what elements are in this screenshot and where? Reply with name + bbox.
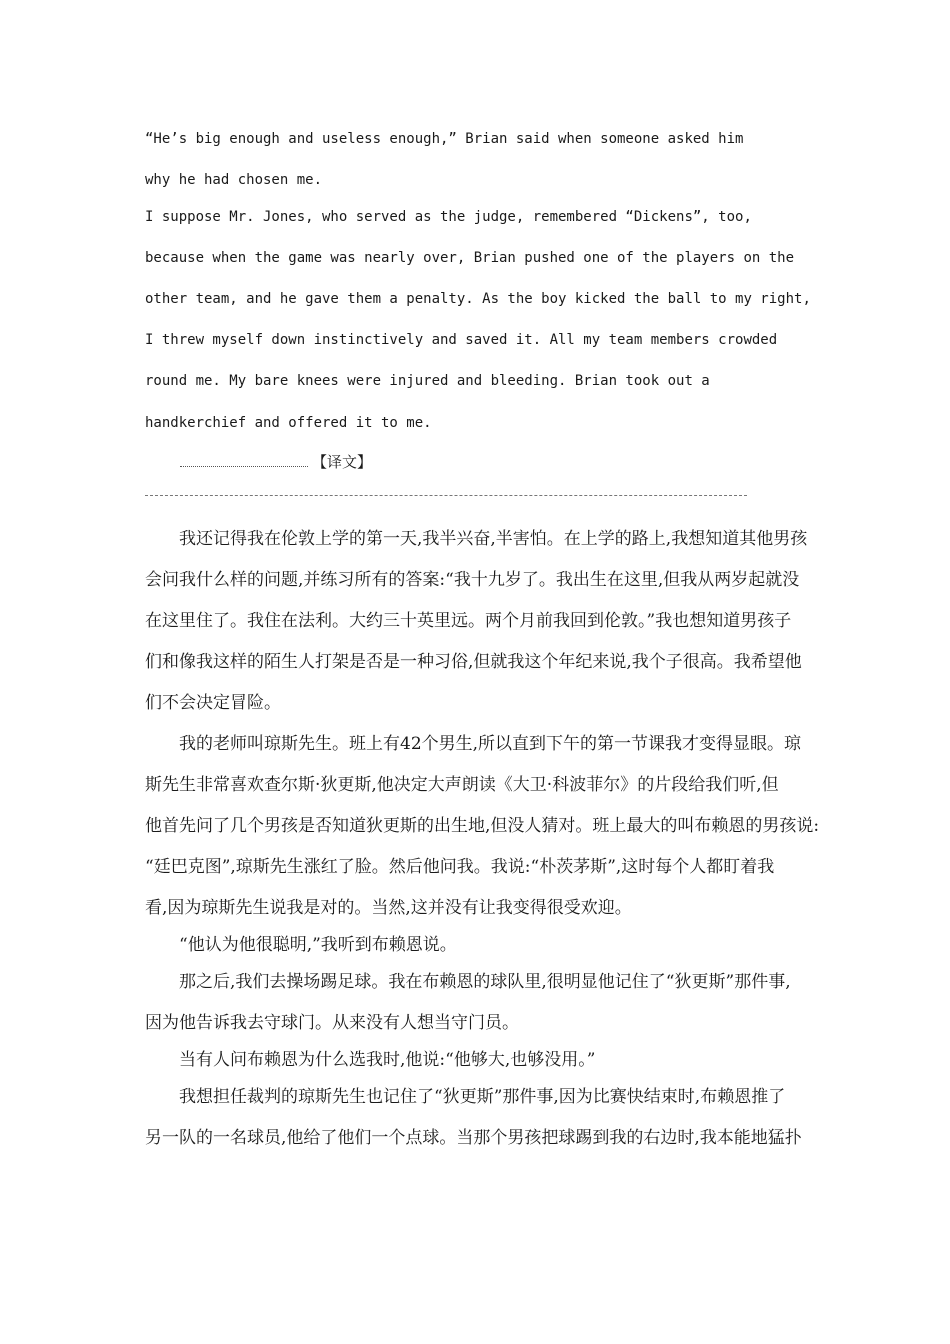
chinese-line: 看,因为琼斯先生说我是对的。当然,这并没有让我变得很受欢迎。 [145, 898, 632, 918]
english-line: round me. My bare knees were injured and bleeding. Brian took out a [145, 373, 710, 389]
translation-heading [180, 450, 372, 472]
dotted-leader [180, 456, 308, 467]
english-line: I suppose Mr. Jones, who served as the judge, remembered “Dickens”, too, [145, 209, 752, 225]
chinese-line: 斯先生非常喜欢查尔斯·狄更斯,他决定大声朗读《大卫·科波菲尔》的片段给我们听,但 [145, 775, 779, 795]
chinese-line: 当有人问布赖恩为什么选我时,他说:“他够大,也够没用。” [145, 1050, 596, 1070]
english-line: I threw myself down instinctively and saved it. All my team members crowded [145, 332, 778, 348]
chinese-line: 我还记得我在伦敦上学的第一天,我半兴奋,半害怕。在上学的路上,我想知道其他男孩 [145, 529, 808, 549]
chinese-line: 我想担任裁判的琼斯先生也记住了“狄更斯”那件事,因为比赛快结束时,布赖恩推了 [145, 1087, 786, 1107]
chinese-line: 因为他告诉我去守球门。从来没有人想当守门员。 [145, 1013, 519, 1033]
english-line: why he had chosen me. [145, 172, 323, 188]
chinese-line: 他首先问了几个男孩是否知道狄更斯的出生地,但没人猜对。班上最大的叫布赖恩的男孩说: [145, 816, 820, 836]
english-line: other team, and he gave them a penalty. As the boy kicked the ball to my right, [145, 291, 811, 307]
chinese-line: 在这里住了。我住在法利。大约三十英里远。两个月前我回到伦敦。”我也想知道男孩子 [145, 611, 792, 631]
chinese-line: 们不会决定冒险。 [145, 693, 281, 713]
english-line: handkerchief and offered it to me. [145, 415, 432, 431]
chinese-line: 那之后,我们去操场踢足球。我在布赖恩的球队里,很明显他记住了“狄更斯”那件事, [145, 972, 791, 992]
chinese-line: 们和像我这样的陌生人打架是否是一种习俗,但就我这个年纪来说,我个子很高。我希望他 [145, 652, 802, 672]
chinese-line: “廷巴克图”,琼斯先生涨红了脸。然后他问我。我说:“朴茨茅斯”,这时每个人都盯着我 [145, 857, 775, 877]
english-line: because when the game was nearly over, Brian pushed one of the players on the [145, 250, 795, 266]
chinese-line: 会问我什么样的问题,并练习所有的答案:“我十九岁了。我出生在这里,但我从两岁起就没 [145, 570, 800, 590]
dashed-divider [145, 495, 747, 496]
chinese-line: “他认为他很聪明,”我听到布赖恩说。 [145, 935, 457, 955]
english-line: “He’s big enough and useless enough,” Brian said when someone asked him [145, 131, 744, 147]
chinese-line: 我的老师叫琼斯先生。班上有42个男生,所以直到下午的第一节课我才变得显眼。琼 [145, 734, 802, 754]
chinese-line: 另一队的一名球员,他给了他们一个点球。当那个男孩把球踢到我的右边时,我本能地猛扑 [145, 1128, 802, 1148]
translation-heading-label: 【译文】 [312, 452, 373, 471]
